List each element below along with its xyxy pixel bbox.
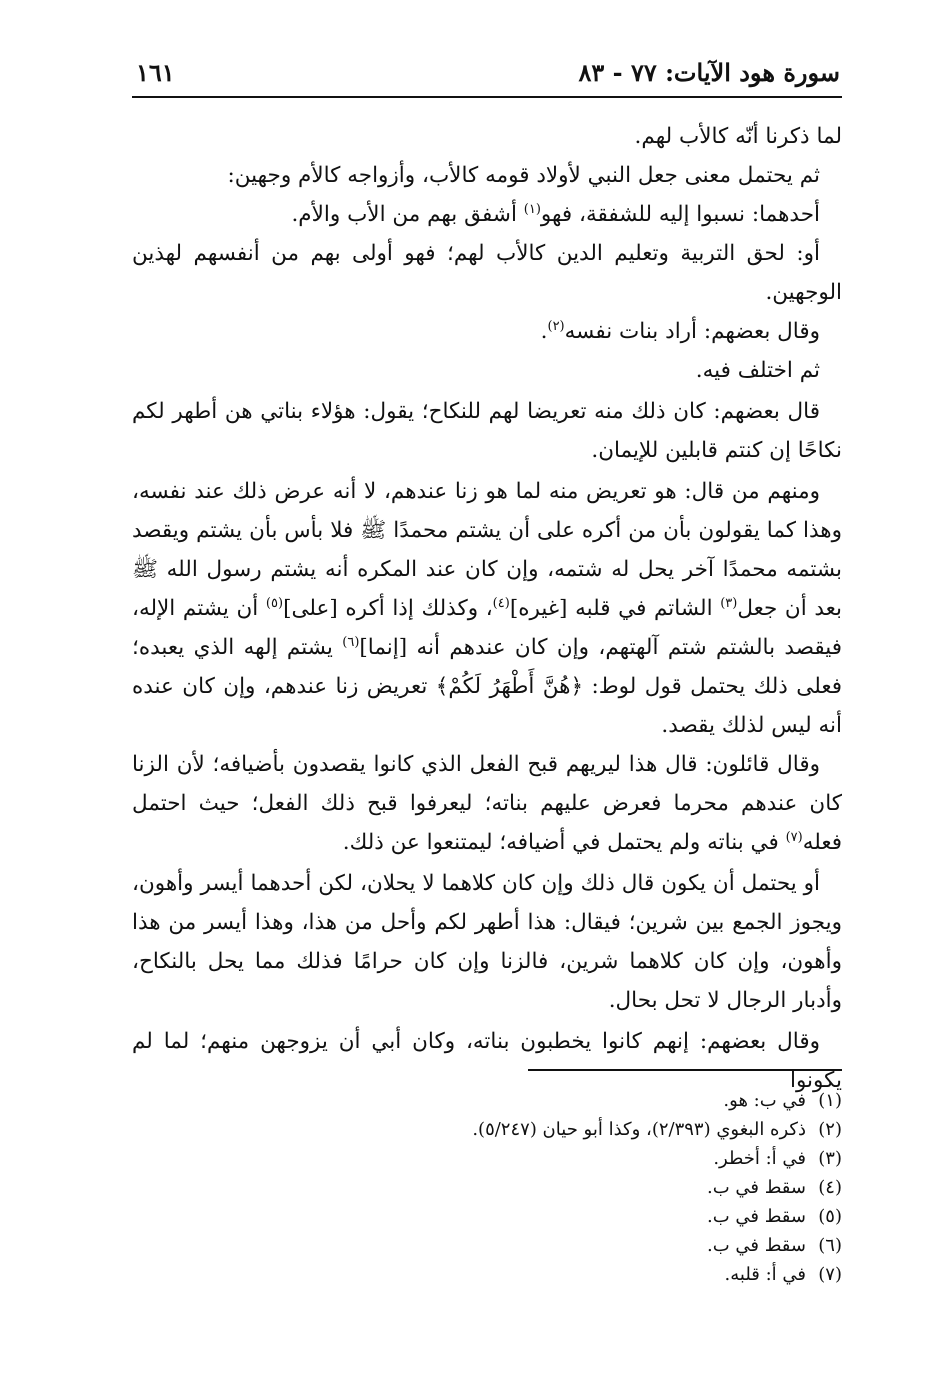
footnote-ref: (٣)	[720, 595, 738, 611]
paragraph	[132, 745, 842, 862]
paragraph	[132, 472, 842, 745]
footnote	[132, 1202, 842, 1231]
paragraph: أو يحتمل أن يكون قال ذلك وإن كان كلاهما لا يحلان، لكن أحدهما أيسر وأهون، ويجوز الجمع بين شرين؛ فيقال: هذا أطهر لكم وأحل من هذا، وهذا أيسر من هذا وأهون، وإن كان كلاهما شرين، فالزنا وإن كان حرامًا فذلك مما يحل بالنكاح، وأدبار الرجال لا تحل بحال.	[132, 871, 842, 1013]
text-run: في بناته ولم يحتمل في أضيافه؛ ليمتنعوا عن ذلك.	[342, 830, 786, 855]
footnote-number: (١)	[818, 1090, 842, 1111]
footnote-ref: (٤)	[492, 595, 510, 611]
paragraph: وقال بعضهم: إنهم كانوا يخطبون بناته، وكان أبي أن يزوجهن منهم؛ لما لم يكونوا	[132, 1029, 842, 1093]
footnote	[132, 1260, 842, 1289]
footnote-number: (٦)	[818, 1235, 842, 1256]
footnote-number: (٥)	[818, 1206, 842, 1227]
header-title: سورة هود الآيات: ٧٧ - ٨٣	[578, 58, 840, 87]
footnotes	[132, 1086, 842, 1289]
footnote-text: سقط في ب.	[707, 1235, 806, 1256]
text-run: .	[540, 319, 548, 344]
footnote-text: ذكره البغوي (٢/٣٩٣)، وكذا أبو حيان (٥/٢٤٧).	[472, 1119, 806, 1140]
running-header	[132, 56, 842, 98]
paragraph: أو: لحق التربية وتعليم الدين كالأب لهم؛ فهو أولى بهم من أنفسهم لهذين الوجهين.	[132, 241, 842, 305]
footnote	[132, 1115, 842, 1144]
footnote-ref: (٢)	[547, 318, 565, 334]
text-run: أحدهما: نسبوا إليه للشفقة، فهو	[540, 202, 820, 227]
paragraph	[132, 312, 842, 351]
paragraph	[132, 195, 842, 234]
footnote-text: في أ: قلبه.	[724, 1264, 806, 1285]
paragraph: ثم اختلف فيه.	[695, 358, 820, 383]
footnote-text: سقط في ب.	[707, 1206, 806, 1227]
footnote-number: (٣)	[818, 1148, 842, 1169]
paragraph: لما ذكرنا أنّه كالأب لهم.	[634, 124, 842, 149]
footnote-text: في أ: أخطر.	[713, 1148, 806, 1169]
footnote-number: (٧)	[818, 1264, 842, 1285]
footnote-ref: (٥)	[265, 595, 284, 611]
footnote-ref: (٦)	[342, 634, 360, 650]
footnote	[132, 1231, 842, 1260]
footnote-number: (٢)	[818, 1119, 842, 1140]
text-run: أشفق بهم من الأب والأم.	[291, 202, 524, 227]
footnote	[132, 1144, 842, 1173]
page-number: ١٦١	[136, 58, 175, 87]
footnote	[132, 1086, 842, 1115]
text-run: ومنهم من قال: هو تعريض منه لما هو زنا عندهم، لا أنه عرض ذلك عند نفسه، وهذا كما يقولون بأن من أكره على أن يشتم محمدًا ﷺ فلا بأس بأن يشتم ويقصد بشتمه محمدًا آخر يحل له شتمه، وإن كان عند المكره أنه يشتم رسول الله ﷺ بعد أن جعل	[132, 479, 842, 621]
footnote-number: (٤)	[818, 1177, 842, 1198]
text-run: وقال بعضهم: أراد بنات نفسه	[564, 319, 820, 344]
text-run: الشاتم في قلبه [غيره]	[509, 596, 721, 621]
text-run: ، وكذلك إذا أكره [على]	[283, 596, 493, 621]
footnote-separator	[528, 1069, 842, 1071]
text-run: وقال قائلون: قال هذا ليريهم قبح الفعل الذي كانوا يقصدون بأضيافه؛ لأن الزنا كان عندهم محرما فعرض عليهم بناته؛ ليعرفوا قبح ذلك الفعل؛ حيث احتمل فعله	[132, 752, 842, 855]
footnote	[132, 1173, 842, 1202]
text-run: أن يشتم الإله، فيقصد بالشتم شتم آلهتهم، وإن كان عندهم أنه [إنما]	[132, 596, 842, 660]
footnote-ref: (١)	[523, 201, 541, 217]
footnote-text: في ب: هو.	[723, 1090, 806, 1111]
paragraph: قال بعضهم: كان ذلك منه تعريضا لهم للنكاح؛ يقول: هؤلاء بناتي هن أطهر لكم نكاحًا إن كنتم قابلين للإيمان.	[132, 399, 842, 463]
text-run: يشتم إلهه الذي يعبده؛ فعلى ذلك يحتمل قول لوط: ﴿هُنَّ أَطْهَرُ لَكُمْ﴾ تعريض زنا عندهم، وإن كان عنده أنه ليس لذلك يقصد.	[132, 635, 842, 738]
footnote-text: سقط في ب.	[707, 1177, 806, 1198]
main-text	[132, 117, 842, 1100]
paragraph: ثم يحتمل معنى جعل النبي لأولاد قومه كالأب، وأزواجه كالأم وجهين:	[227, 163, 820, 188]
footnote-ref: (٧)	[785, 829, 803, 845]
